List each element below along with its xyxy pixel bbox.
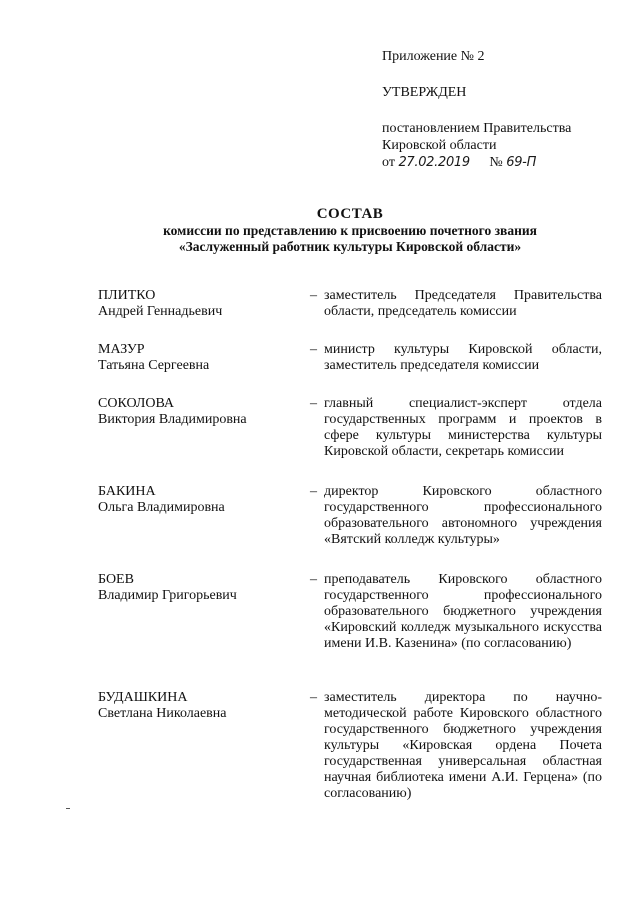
member-role: преподаватель Кировского областного государственного профессионального образовательного бюджетного учреждения «Кировский колледж музыкального искусства имени И.В. Казенина» (по согласованию) <box>324 572 602 651</box>
member-given-name: Татьяна Сергеевна <box>98 358 210 373</box>
member-role: директор Кировского областного государственного профессионального образовательного автономного учреждения «Вятский колледж культуры» <box>324 484 602 547</box>
member-name <box>98 484 298 516</box>
member-given-name: Ольга Владимировна <box>98 500 225 515</box>
member-given-name: Андрей Геннадьевич <box>98 304 223 319</box>
handwritten-number: 69-П <box>506 155 537 170</box>
member-given-name: Владимир Григорьевич <box>98 588 237 603</box>
title-main: СОСТАВ <box>316 206 384 222</box>
member-surname: СОКОЛОВА <box>98 396 175 411</box>
number-label: № <box>489 155 503 170</box>
member-role: главный специалист-эксперт отдела государственных программ и проектов в сфере культуры министерства культуры Кировской области, секретарь комиссии <box>324 396 602 459</box>
member-given-name: Виктория Владимировна <box>98 412 247 427</box>
member-surname: ПЛИТКО <box>98 288 156 303</box>
member-role: министр культуры Кировской области, заместитель председателя комиссии <box>324 342 602 373</box>
dash-separator: – <box>310 690 317 705</box>
member-name <box>98 288 298 320</box>
title-line-2: комиссии по представлению к присвоению почетного звания <box>163 223 537 238</box>
member-name <box>98 572 298 604</box>
document-title <box>80 205 620 255</box>
title-line-3: «Заслуженный работник культуры Кировской области» <box>178 239 522 254</box>
approved-label: УТВЕРЖДЕН <box>382 85 467 100</box>
member-given-name: Светлана Николаевна <box>98 706 227 721</box>
decree-line-2: Кировской области <box>382 138 497 153</box>
member-role: заместитель директора по научно-методической работе Кировского областного государственного бюджетного учреждения культуры «Кировская ордена Почета государственная универсальная областная научная библиотека имени А.И. Герцена» (по согласованию) <box>324 690 602 801</box>
member-surname: БОЕВ <box>98 572 134 587</box>
member-surname: БАКИНА <box>98 484 156 499</box>
appendix-label: Приложение № 2 <box>382 49 485 64</box>
dash-separator: – <box>310 342 317 357</box>
dash-separator: – <box>310 288 317 303</box>
dash-separator: – <box>310 572 317 587</box>
member-name <box>98 690 298 722</box>
decree-reference <box>382 120 622 171</box>
member-name <box>98 396 298 428</box>
member-surname: МАЗУР <box>98 342 145 357</box>
decree-line-1: постановлением Правительства <box>382 121 572 136</box>
member-role: заместитель Председателя Правительства области, председатель комиссии <box>324 288 602 319</box>
decree-date-line <box>382 154 622 171</box>
date-prefix: от <box>382 155 395 170</box>
dash-separator: – <box>310 396 317 411</box>
dash-separator: – <box>310 484 317 499</box>
margin-mark <box>66 808 70 809</box>
handwritten-date: 27.02.2019 <box>398 155 470 170</box>
member-name <box>98 342 298 374</box>
approval-header <box>382 48 622 170</box>
member-surname: БУДАШКИНА <box>98 690 188 705</box>
